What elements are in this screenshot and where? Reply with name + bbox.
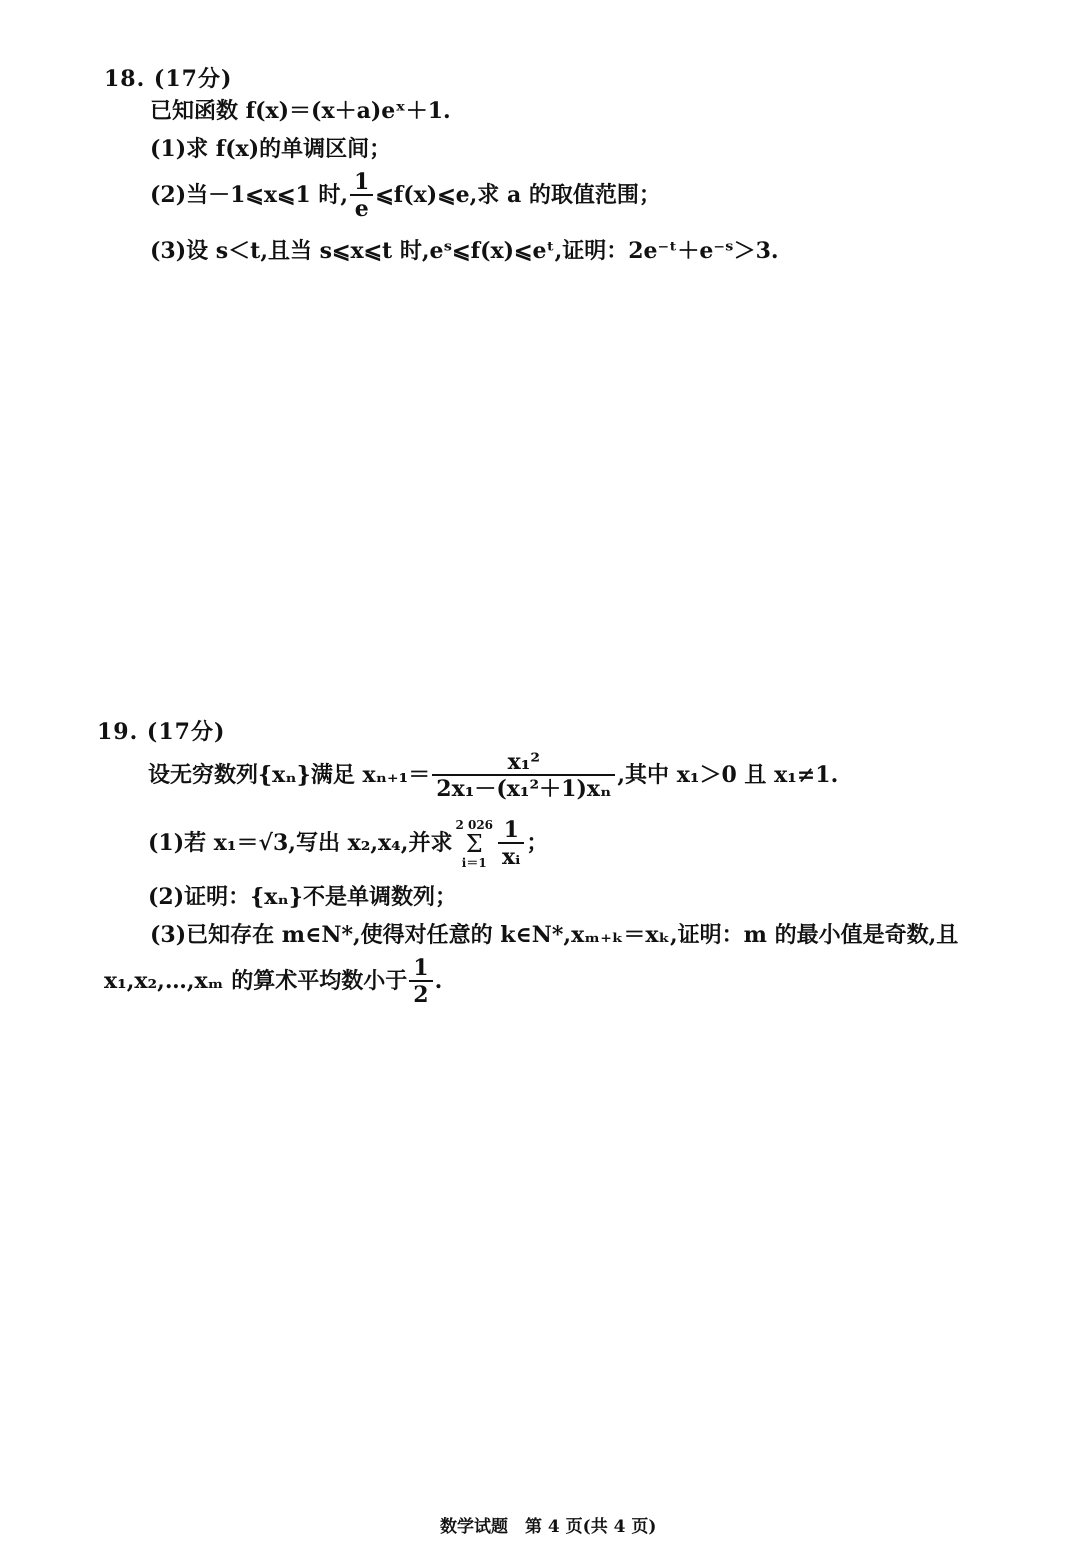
fraction-numerator: 1 <box>503 817 519 843</box>
question-19-stem-text-b: ,其中 x₁＞0 且 x₁≠1. <box>617 762 839 788</box>
fraction-denominator: e <box>350 194 373 222</box>
question-18-part-1: (1)求 f(x)的单调区间； <box>150 136 392 162</box>
fraction-numerator: x₁² <box>507 749 541 775</box>
fraction-numerator: 1 <box>413 955 429 981</box>
summation <box>455 818 493 870</box>
question-18-stem: 已知函数 f(x)＝(x＋a)eˣ＋1. <box>150 98 451 124</box>
page-footer: 数学试题 第 4 页(共 4 页) <box>440 1517 657 1537</box>
question-18-part-3: (3)设 s＜t,且当 s⩽x⩽t 时,eˢ⩽f(x)⩽eᵗ,证明：2e⁻ᵗ＋e⁻ˢ＞3. <box>150 238 779 264</box>
fraction-numerator: 1 <box>354 169 370 195</box>
question-19-stem <box>148 750 838 802</box>
question-18-part-2-text-a: (2)当－1⩽x⩽1 时, <box>150 182 349 208</box>
fraction-denominator: 2x₁－(x₁²＋1)xₙ <box>432 774 615 802</box>
question-18-part-2 <box>150 170 661 222</box>
question-19-part-2: (2)证明：{xₙ}不是单调数列； <box>148 884 457 910</box>
question-18-part-2-text-b: ⩽f(x)⩽e,求 a 的取值范围； <box>375 182 661 208</box>
question-19-part-1-text-a: (1)若 x₁＝√3,写出 x₂,x₄,并求 <box>148 830 453 856</box>
question-19-part-3-text-b: . <box>434 968 443 994</box>
summation-lower-limit: i＝1 <box>461 856 487 870</box>
question-19-part-1 <box>148 818 548 870</box>
question-19-part-3-line-1: (3)已知存在 m∈N*,使得对任意的 k∈N*,xₘ₊ₖ＝xₖ,证明：m 的最小值是奇数,且 <box>150 922 959 948</box>
question-19-header: 19. (17分) <box>97 719 226 745</box>
question-18-part-2-fraction <box>350 170 373 222</box>
question-19-part-1-fraction <box>498 818 524 870</box>
question-19-stem-fraction <box>432 750 615 802</box>
question-19-part-3-line-2 <box>104 956 442 1008</box>
fraction-denominator: xᵢ <box>498 842 524 870</box>
question-19-stem-text-a: 设无穷数列{xₙ}满足 xₙ₊₁＝ <box>148 762 431 788</box>
question-19-part-1-text-b: ； <box>526 830 549 856</box>
question-19-part-3-text-a: x₁,x₂,…,xₘ 的算术平均数小于 <box>104 968 408 994</box>
summation-upper-limit: 2 026 <box>455 818 494 832</box>
sigma-symbol: Σ <box>465 830 483 858</box>
question-18-header: 18. (17分) <box>104 66 233 92</box>
question-19-part-3-fraction <box>409 956 432 1008</box>
fraction-denominator: 2 <box>409 980 432 1008</box>
